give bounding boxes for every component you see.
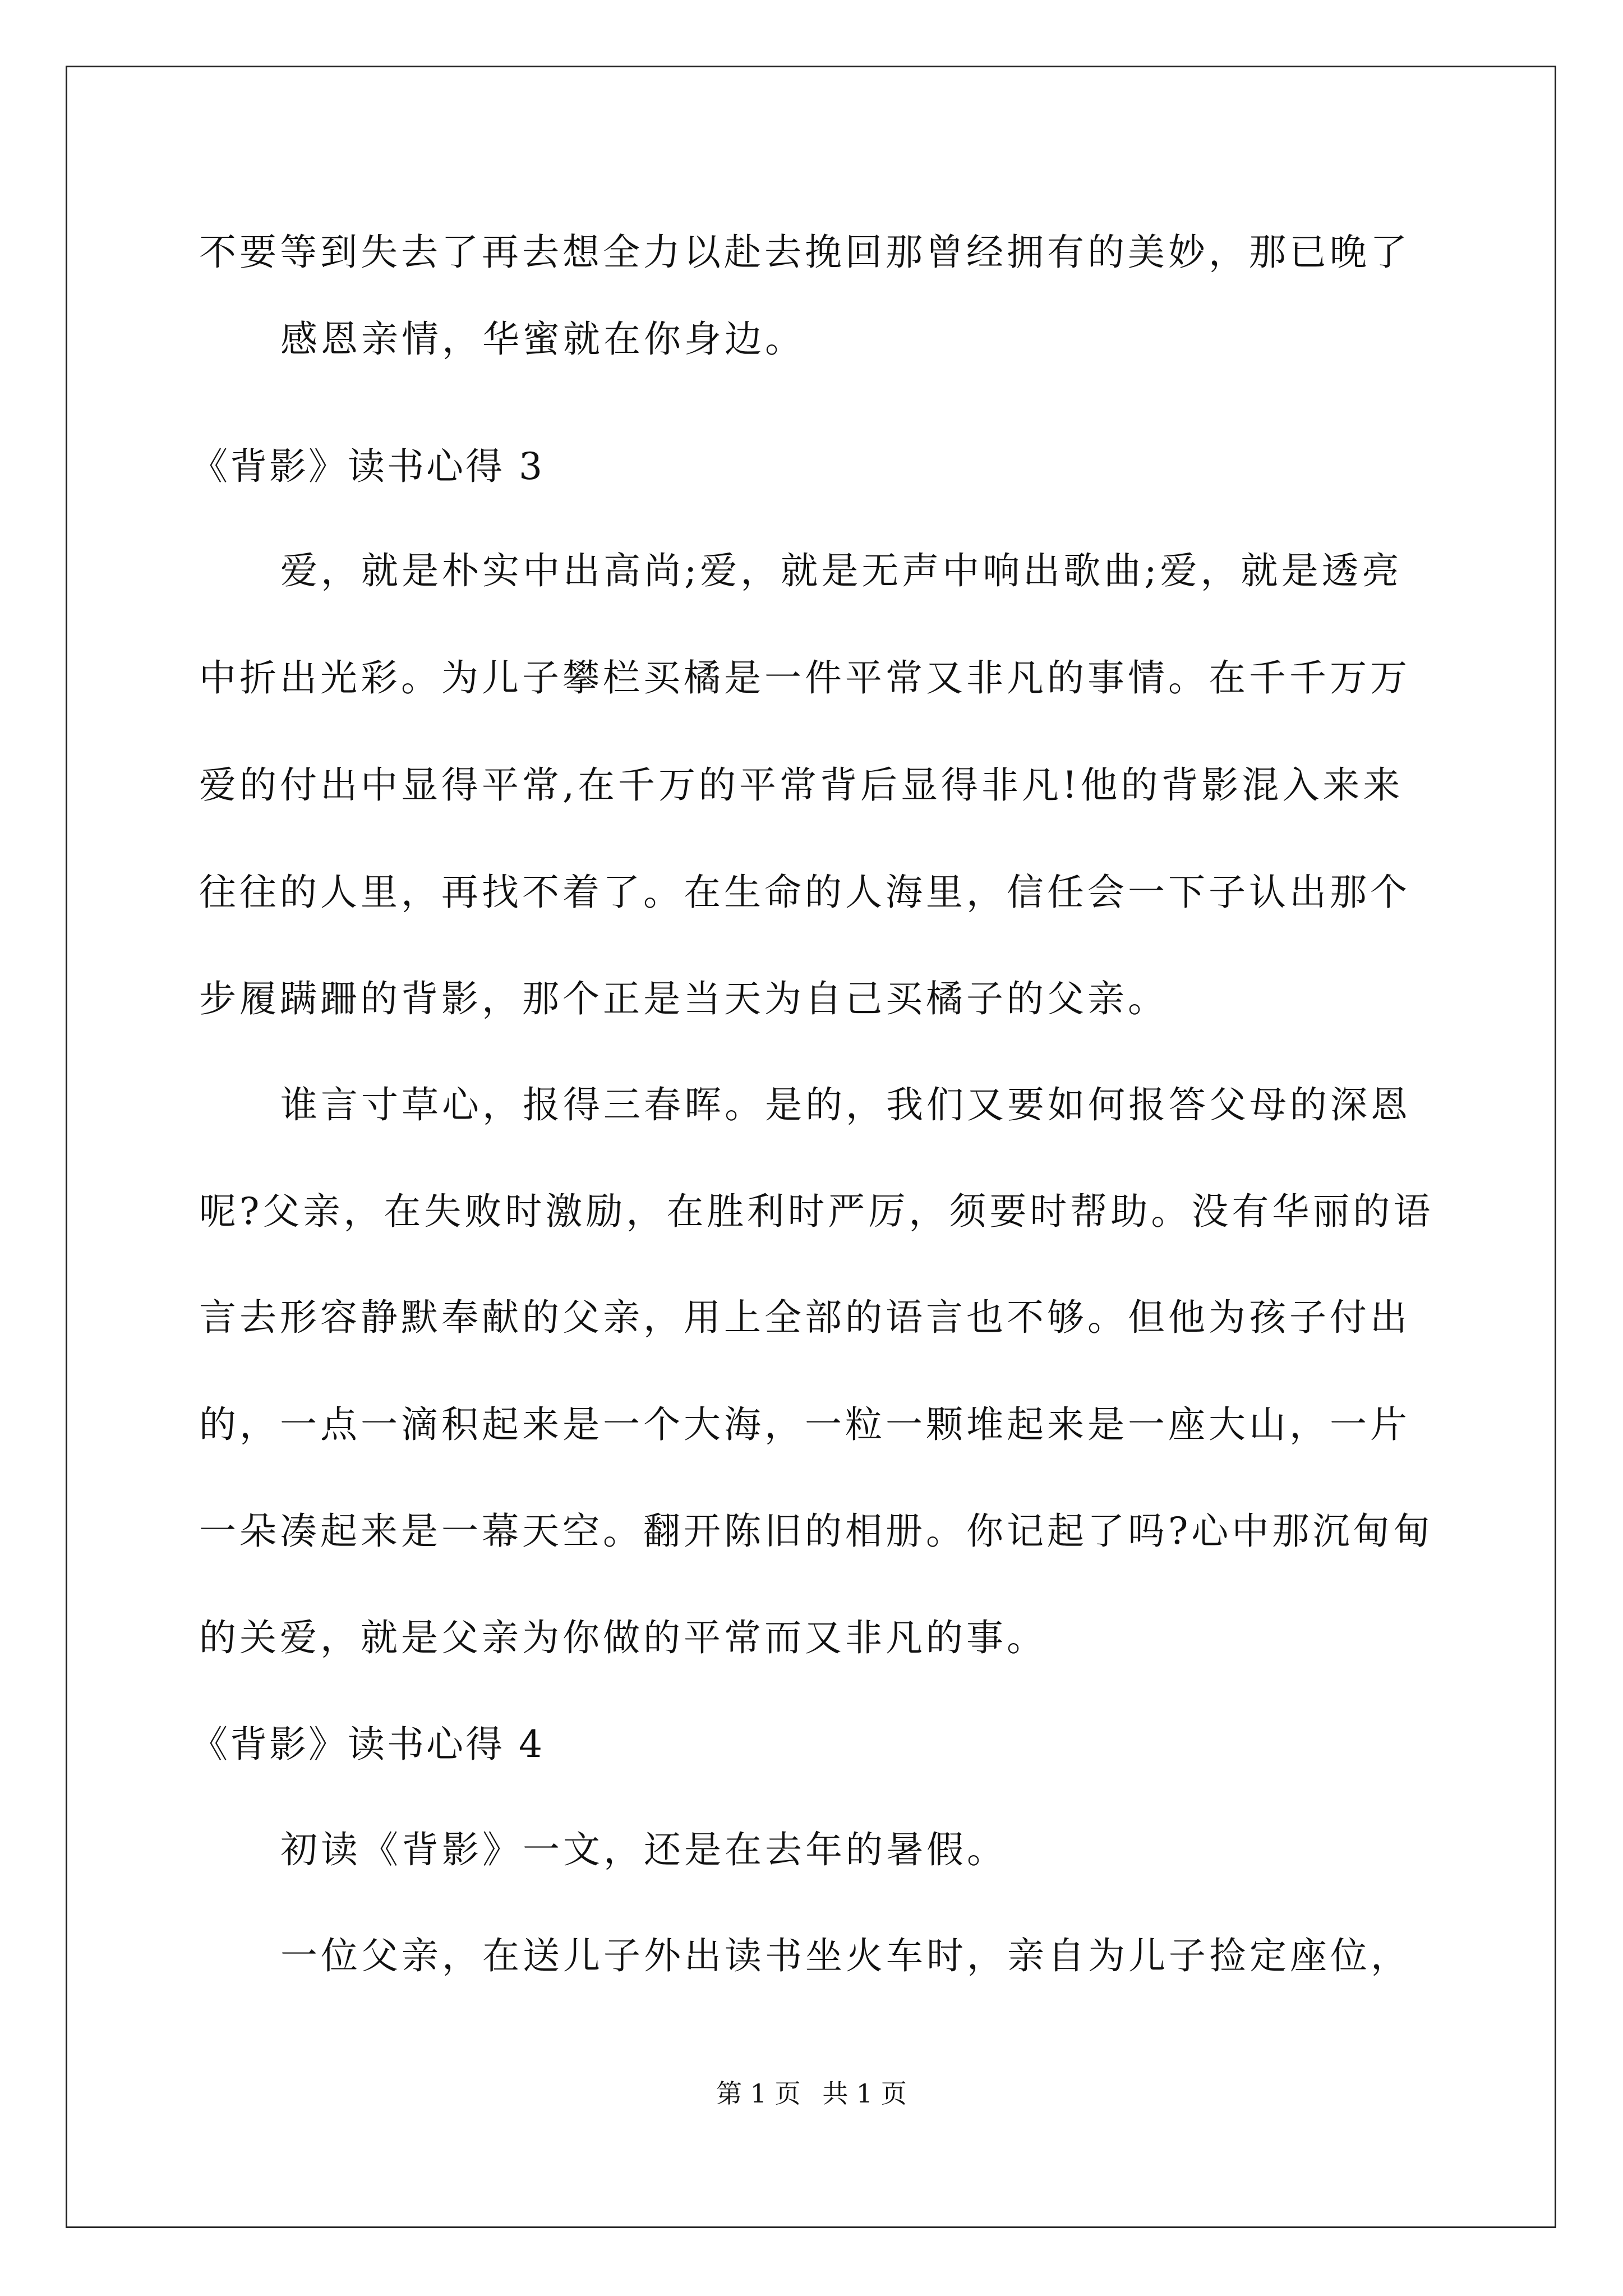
body-line-7: 往往的人里，再找不着了。在生命的人海里，信任会一下子认出那个 [199,871,1410,914]
body-line-10: 呢?父亲，在失败时激励，在胜利时严厉，须要时帮助。没有华丽的语 [199,1190,1434,1233]
section-heading-4: 《背影》读书心得 4 [191,1723,545,1766]
body-line-5: 中折出光彩。为儿子攀栏买橘是一件平常又非凡的事情。在千千万万 [199,656,1410,700]
body-line-9: 谁言寸草心，报得三春晖。是的，我们又要如何报答父母的深恩 [280,1083,1411,1126]
body-line-11: 言去形容静默奉献的父亲，用上全部的语言也不够。但他为孩子付出 [199,1296,1410,1339]
section-heading-3: 《背影》读书心得 3 [191,445,545,488]
body-line-4: 爱，就是朴实中出高尚;爱，就是无声中响出歌曲;爱，就是透亮 [280,549,1403,592]
body-line-1: 不要等到失去了再去想全力以赴去挽回那曾经拥有的美妙，那已晚了 [199,231,1410,274]
page-total: 共 1 页 [822,2078,907,2109]
page-number: 第 1 页 [716,2078,801,2109]
body-line-13: 一朵凑起来是一幕天空。翻开陈旧的相册。你记起了吗?心中那沉甸甸 [199,1510,1434,1553]
body-line-12: 的，一点一滴积起来是一个大海，一粒一颗堆起来是一座大山，一片 [199,1403,1410,1446]
body-line-6: 爱的付出中显得平常,在千万的平常背后显得非凡!他的背影混入来来 [199,763,1404,807]
body-line-14: 的关爱，就是父亲为你做的平常而又非凡的事。 [199,1616,1047,1659]
page-border [66,66,1556,2228]
body-line-2: 感恩亲情，华蜜就在你身边。 [280,318,805,361]
page-footer [0,2078,1623,2109]
body-line-17: 一位父亲，在送儿子外出读书坐火车时，亲自为儿子捡定座位， [280,1934,1411,1977]
body-line-8: 步履蹒跚的背影，那个正是当天为自己买橘子的父亲。 [199,977,1168,1020]
body-line-16: 初读《背影》一文，还是在去年的暑假。 [280,1828,1007,1871]
